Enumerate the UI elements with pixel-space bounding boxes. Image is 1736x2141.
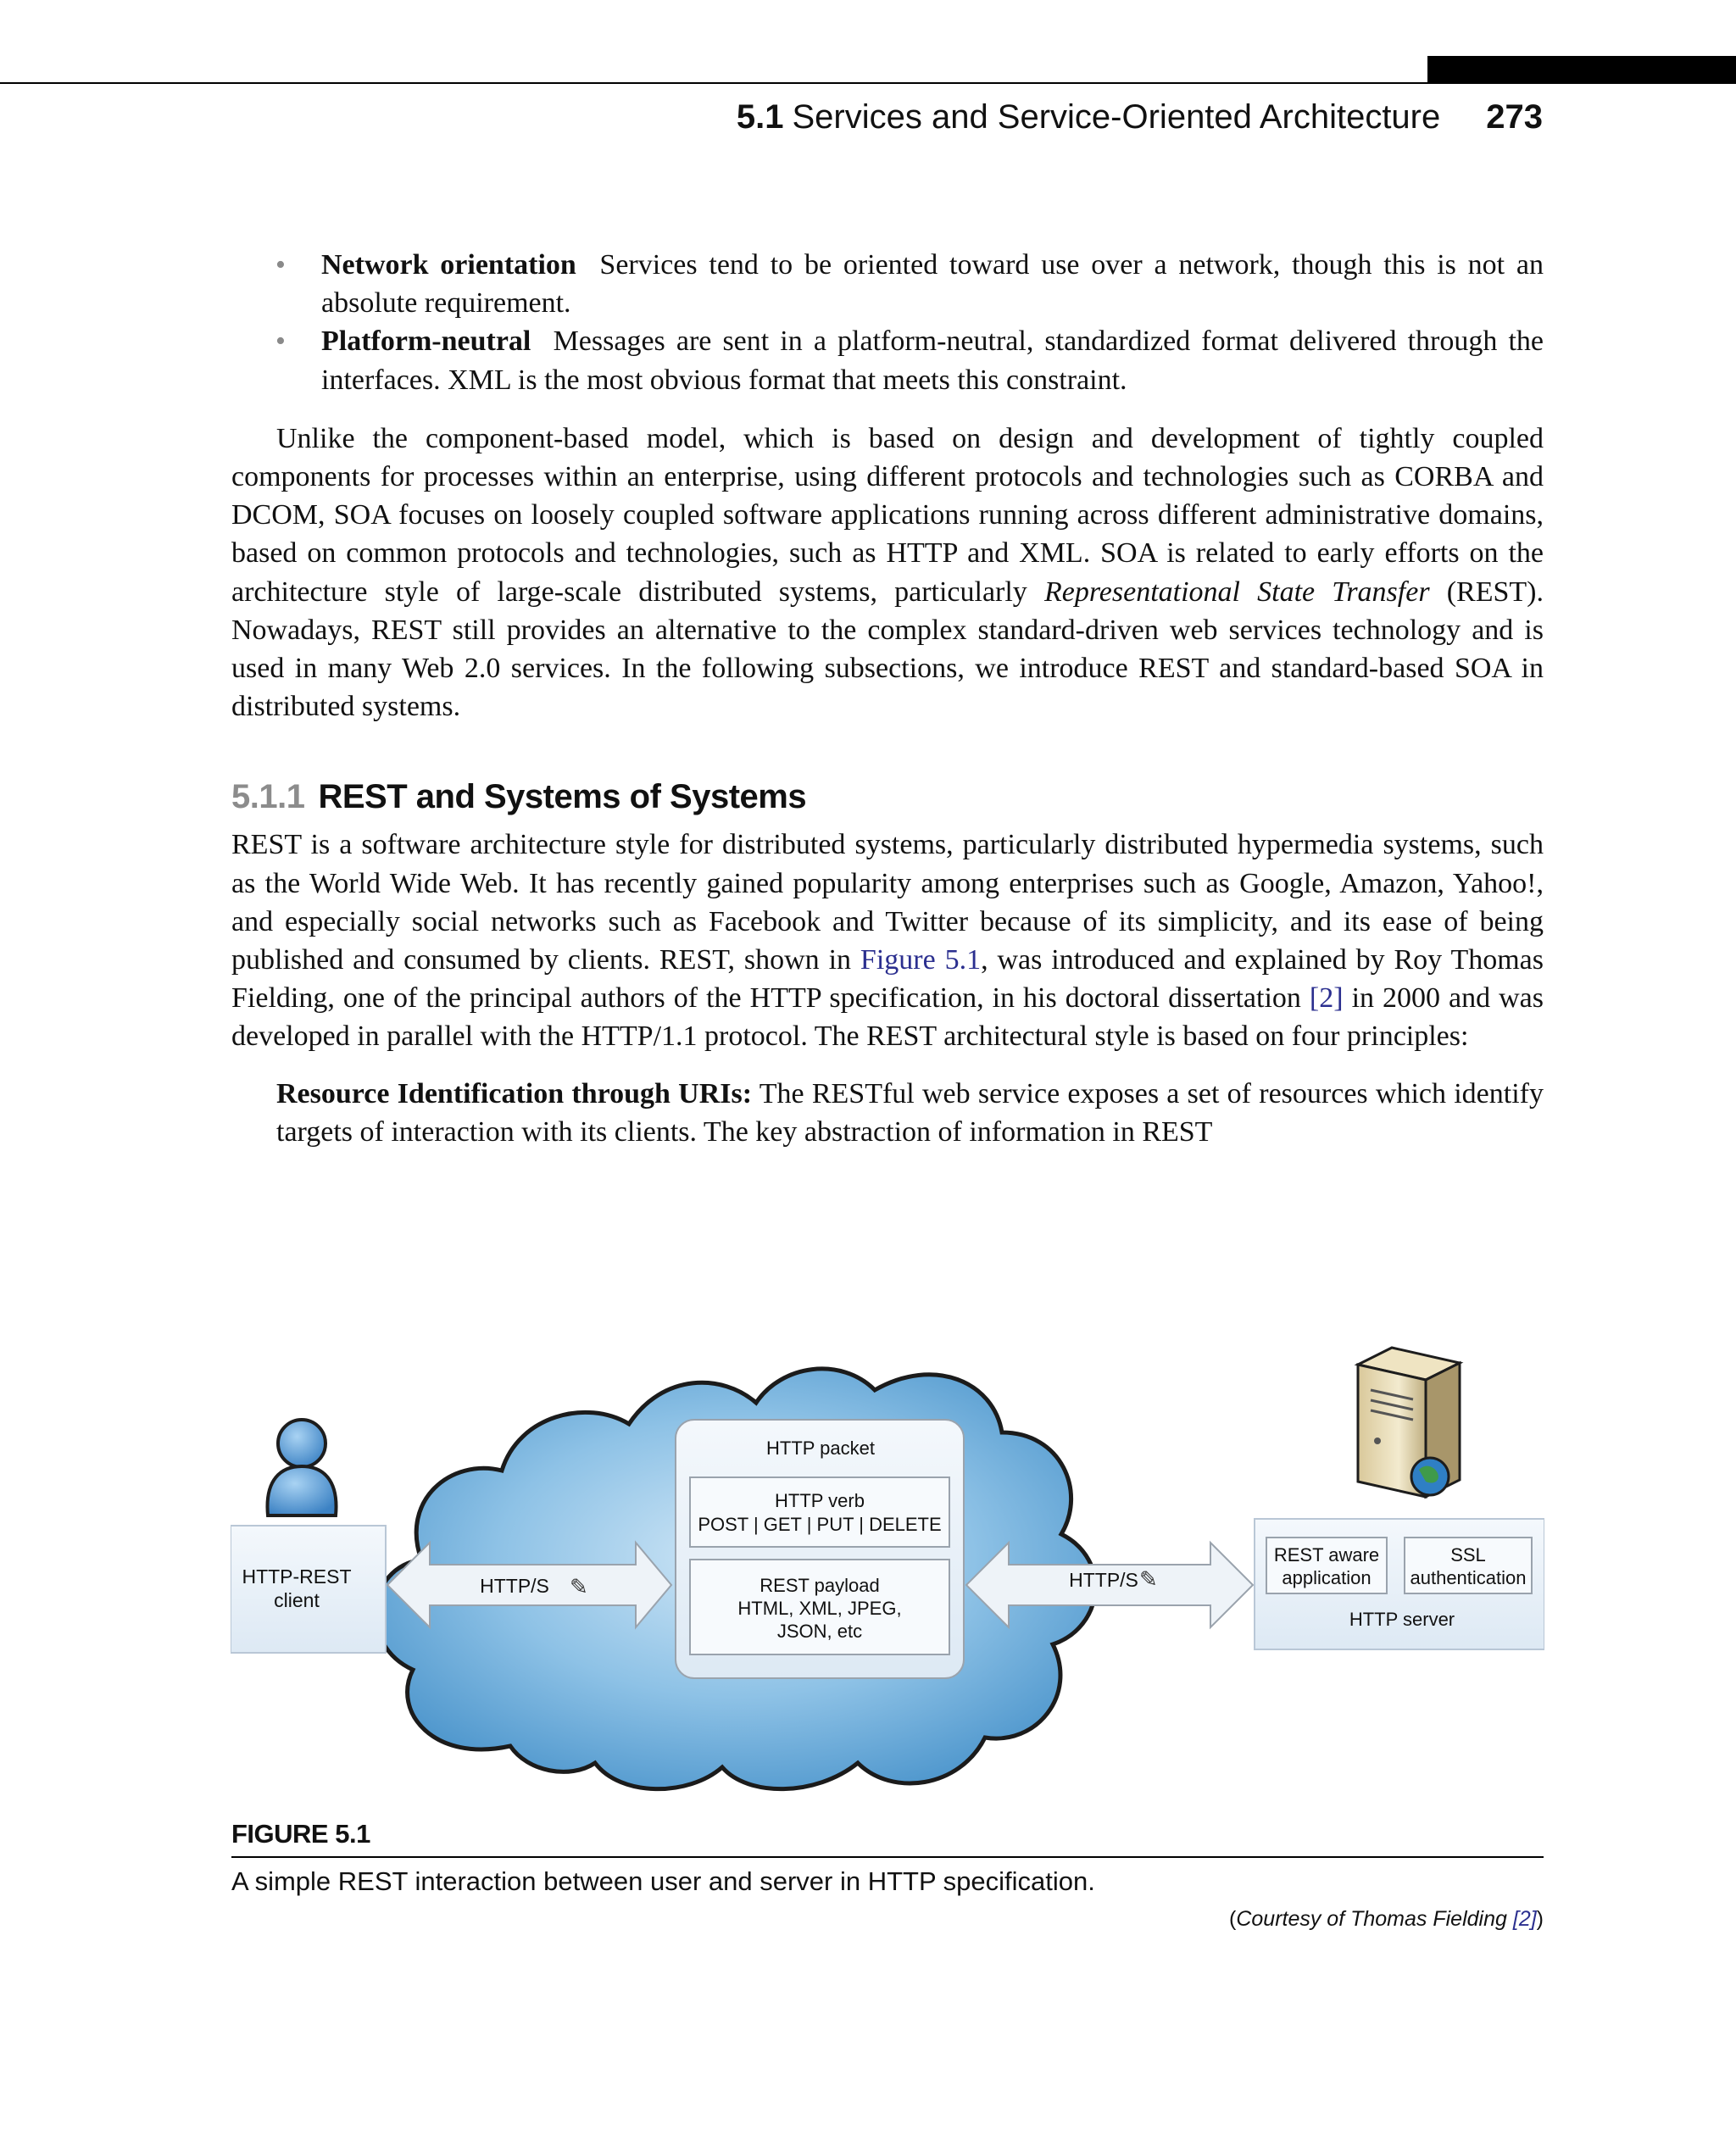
paragraph-text: Unlike the component-based model, which is based on design and development of tightly coupled components for processes within an enterprise, using different protocols and technologies such as CORBA and DCOM, SOA focuses on loosely coupled software applications running across different administrative domains, based on common protocols and technologies, such as HTTP and XML. SOA is related to early efforts on the architecture style of large-scale distributed systems, particularly [231,422,1544,608]
section-heading [231,773,1544,820]
principle-text: The RESTful web service exposes a set of resources which identify targets of interaction with its clients. The key abstraction of information in REST [276,1077,1544,1148]
figure-caption-rule [231,1856,1544,1858]
credit-text: Courtesy of Thomas Fielding [1236,1907,1507,1931]
left-arrow-label: HTTP/S [480,1575,549,1597]
figure-link[interactable]: Figure 5.1 [860,944,982,976]
paragraph-text: REST is a software architecture style for distributed systems, particularly distributed hypermedia systems, such as the World Wide Web. It has recently gained popularity among enterprises such as Google, Amazon, Yahoo!, and especially social networks such as Facebook and Twitter because of its simplicity, and its ease of being published and consumed by clients. REST, shown in [231,829,1544,976]
user-icon [267,1420,336,1515]
paragraph [231,420,1544,726]
bullet-icon: • [275,325,286,358]
emphasis-text: Representational State Transfer [1043,576,1430,608]
verb-label: HTTP verb [775,1490,865,1511]
running-header-section-title: Services and Service-Oriented Architecture [792,98,1441,136]
principle-paragraph [231,1075,1544,1151]
section-number: 5.1.1 [231,778,305,816]
payload-label: REST payload [760,1575,880,1596]
bullet-text: Messages are sent in a platform-neutral, standardized format delivered through the interfaces. XML is the most obvious format that meets this constraint. [321,325,1544,396]
bullet-term: Network orientation [321,249,576,281]
bullet-list [231,246,1544,399]
http-server-box [1255,1519,1544,1649]
bullet-term: Platform-neutral [321,325,531,358]
server-icon [1358,1348,1460,1497]
lock-icon: ✎ [570,1574,588,1599]
principle-term: Resource Identification through URIs: [276,1077,753,1109]
section-title: REST and Systems of Systems [318,778,807,816]
http-packet-box [676,1420,964,1678]
rest-app-line2: application [1282,1567,1372,1588]
paragraph-text: in 2000 and was developed in parallel with the HTTP/1.1 protocol. The REST architectural style is based on four principles: [231,982,1544,1053]
running-header-section-number: 5.1 [736,98,784,136]
ssl-line2: authentication [1410,1567,1527,1588]
figure-credit [1229,1902,1544,1936]
ssl-line1: SSL [1450,1544,1486,1565]
paragraph-text: , was introduced and explained by Roy Thomas Fielding, one of the principal authors of the HTTP specification, in his doctoral dissertation [231,944,1544,1015]
payload-formats-2: JSON, etc [776,1621,863,1642]
verb-methods: POST | GET | PUT | DELETE [698,1514,942,1535]
page-body [231,246,1544,1151]
paragraph-text: (REST). Nowadays, REST still provides an alternative to the complex standard-driven web services technology and is used in many Web 2.0 services. In the following subsections, we introduce REST and standard-based SOA in distributed systems. [231,576,1544,723]
bullet-icon: • [275,249,286,281]
packet-title: HTTP packet [766,1438,875,1459]
payload-formats-1: HTML, XML, JPEG, [737,1598,902,1619]
credit-open: ( [1229,1907,1237,1931]
client-label-line1: HTTP-REST [242,1565,352,1588]
credit-close: ) [1536,1907,1544,1931]
figure-caption: A simple REST interaction between user and server in HTTP specification. [231,1866,1095,1896]
list-item [231,246,1544,322]
running-header [737,93,1543,141]
credit-reference-link[interactable]: [2] [1512,1907,1537,1931]
lock-icon: ✎ [1139,1566,1158,1592]
list-item [231,322,1544,398]
bullet-text: Services tend to be oriented toward use over a network, though this is not an absolute requirement. [321,249,1544,320]
page-number: 273 [1486,98,1543,136]
http-verb-box [690,1477,949,1547]
right-arrow-label: HTTP/S [1069,1569,1138,1591]
client-box [231,1526,386,1653]
server-label: HTTP server [1349,1609,1455,1630]
right-arrow [966,1543,1253,1627]
client-label-line2: client [274,1589,320,1611]
reference-link[interactable]: [2] [1309,982,1344,1015]
paragraph [231,826,1544,1055]
rest-app-line1: REST aware [1273,1544,1380,1565]
header-bar [1427,56,1736,83]
figure-label: FIGURE 5.1 [231,1819,370,1849]
rest-diagram [231,1288,1544,1797]
